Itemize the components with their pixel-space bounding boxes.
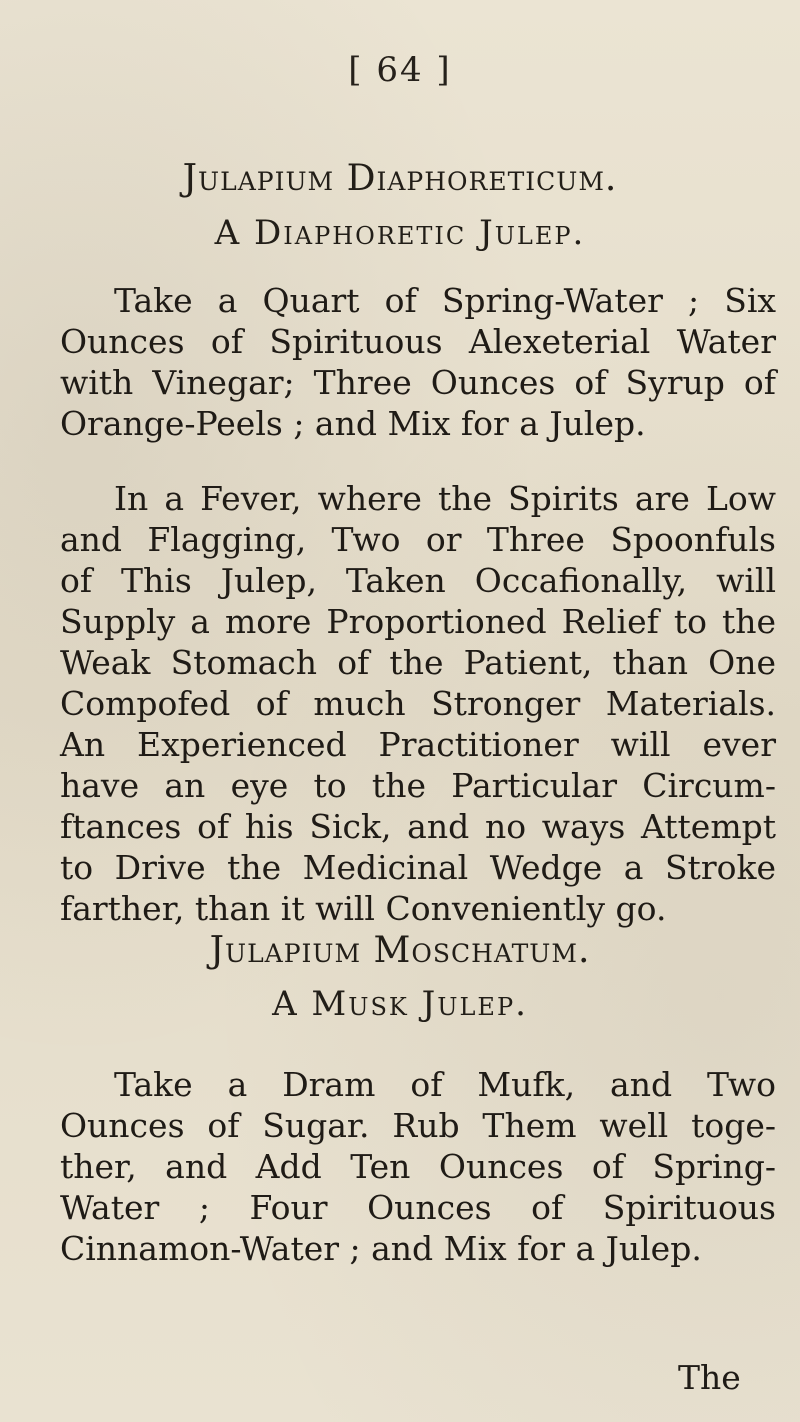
recipe-paragraph: [60, 1064, 776, 1269]
text-line: have an eye to the Particular Circum-: [60, 766, 776, 805]
section-title-english: A Diaphoretic Julep.: [214, 213, 586, 253]
text-line: Take a Dram of Mufk, and Two: [114, 1065, 776, 1104]
catchword: The: [678, 1358, 741, 1397]
page-number: [ 64 ]: [348, 50, 452, 90]
commentary-paragraph: [60, 478, 776, 929]
text-line: Weak Stomach of the Patient, than One: [60, 643, 776, 682]
text-line: ftances of his Sick, and no ways Attempt: [60, 807, 776, 846]
recipe-paragraph: [60, 280, 776, 444]
text-line: In a Fever, where the Spirits are Low: [114, 479, 776, 518]
text-line: Compofed of much Stronger Materials.: [60, 684, 776, 723]
text-line: Supply a more Proportioned Relief to the: [60, 602, 776, 641]
text-line: An Experienced Practitioner will ever: [60, 725, 776, 764]
section-title-english: A Musk Julep.: [272, 984, 528, 1024]
text-line: Water ; Four Ounces of Spirituous: [60, 1188, 776, 1227]
text-line: ther, and Add Ten Ounces of Spring-: [60, 1147, 776, 1186]
text-line: to Drive the Medicinal Wedge a Stroke: [60, 848, 776, 887]
text-line: Take a Quart of Spring-Water ; Six: [114, 281, 776, 320]
text-line: and Flagging, Two or Three Spoonfuls: [60, 520, 776, 559]
text-line: Cinnamon-Water ; and Mix for a Julep.: [60, 1229, 702, 1268]
text-line: Ounces of Spirituous Alexeterial Water: [60, 322, 776, 361]
text-line: Orange-Peels ; and Mix for a Julep.: [60, 404, 646, 443]
text-line: farther, than it will Conveniently go.: [60, 889, 667, 928]
text-line: Ounces of Sugar. Rub Them well toge-: [60, 1106, 776, 1145]
section-title-latin: Julapium Moschatum.: [209, 930, 591, 971]
text-line: with Vinegar; Three Ounces of Syrup of: [60, 363, 776, 402]
text-line: of This Julep, Taken Occafionally, will: [60, 561, 776, 600]
section-title-latin: Julapium Diaphoreticum.: [182, 158, 618, 199]
